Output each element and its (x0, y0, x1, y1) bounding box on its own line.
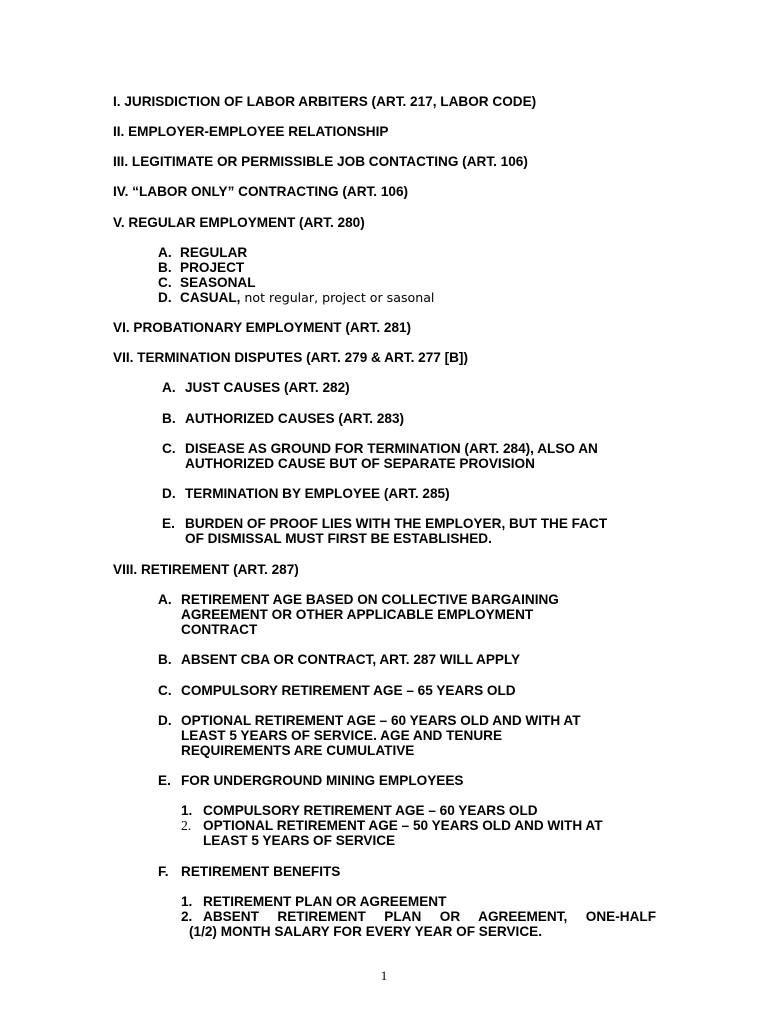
list-item-continuation: OF DISMISSAL MUST FIRST BE ESTABLISHED. (185, 531, 492, 546)
section-4-heading: IV. “LABOR ONLY” CONTRACTING (ART. 106) (113, 184, 409, 199)
list-item-continuation: AGREEMENT OR OTHER APPLICABLE EMPLOYMENT (181, 607, 534, 622)
list-item: A. REGULAR (158, 245, 248, 260)
list-item: D. CASUAL, not regular, project or sasonal (158, 290, 435, 305)
list-item: E. FOR UNDERGROUND MINING EMPLOYEES (158, 773, 464, 788)
sub-list-item: 1. RETIREMENT PLAN OR AGREEMENT (181, 894, 447, 909)
sub-list-item-continuation: (1/2) MONTH SALARY FOR EVERY YEAR OF SERVICE. (189, 924, 542, 939)
section-8-heading: VIII. RETIREMENT (ART. 287) (113, 562, 299, 577)
list-item-continuation: AUTHORIZED CAUSE BUT OF SEPARATE PROVISION (185, 456, 535, 471)
list-item: B. ABSENT CBA OR CONTRACT, ART. 287 WILL APPLY (158, 652, 521, 667)
list-item: E. BURDEN OF PROOF LIES WITH THE EMPLOYER, BUT THE FACT (162, 516, 608, 531)
section-3-heading: III. LEGITIMATE OR PERMISSIBLE JOB CONTACTING (ART. 106) (113, 154, 528, 169)
list-item: B. AUTHORIZED CAUSES (ART. 283) (162, 411, 405, 426)
list-item-continuation: CONTRACT (181, 622, 258, 637)
section-5-heading: V. REGULAR EMPLOYMENT (ART. 280) (113, 215, 365, 230)
list-item: C. SEASONAL (158, 275, 256, 290)
list-item: A. JUST CAUSES (ART. 282) (162, 380, 350, 395)
sub-list-item: 2. OPTIONAL RETIREMENT AGE – 50 YEARS OLD AND WITH AT (181, 818, 603, 833)
list-item: D. OPTIONAL RETIREMENT AGE – 60 YEARS OLD AND WITH AT (158, 713, 581, 728)
page-number: 1 (380, 968, 388, 983)
sub-list-item: 2. ABSENT RETIREMENT PLAN OR AGREEMENT, ONE-HALF (181, 909, 656, 924)
list-item: F. RETIREMENT BENEFITS (158, 864, 341, 879)
list-item: D. TERMINATION BY EMPLOYEE (ART. 285) (162, 486, 450, 501)
list-item: A. RETIREMENT AGE BASED ON COLLECTIVE BARGAINING (158, 592, 559, 607)
section-6-heading: VI. PROBATIONARY EMPLOYMENT (ART. 281) (113, 320, 412, 335)
sub-list-item: 1. COMPULSORY RETIREMENT AGE – 60 YEARS OLD (181, 803, 538, 818)
list-item-continuation: REQUIREMENTS ARE CUMULATIVE (181, 743, 415, 758)
section-2-heading: II. EMPLOYER-EMPLOYEE RELATIONSHIP (113, 124, 389, 139)
section-7-heading: VII. TERMINATION DISPUTES (ART. 279 & ART. 277 [B]) (113, 350, 468, 365)
list-item: B. PROJECT (158, 260, 245, 275)
sub-list-item-continuation: LEAST 5 YEARS OF SERVICE (203, 833, 396, 848)
list-item-continuation: LEAST 5 YEARS OF SERVICE. AGE AND TENURE (181, 728, 503, 743)
list-item: C. DISEASE AS GROUND FOR TERMINATION (ART. 284), ALSO AN (162, 441, 598, 456)
section-1-heading: I. JURISDICTION OF LABOR ARBITERS (ART. 217, LABOR CODE) (113, 94, 537, 109)
list-item: C. COMPULSORY RETIREMENT AGE – 65 YEARS OLD (158, 683, 516, 698)
